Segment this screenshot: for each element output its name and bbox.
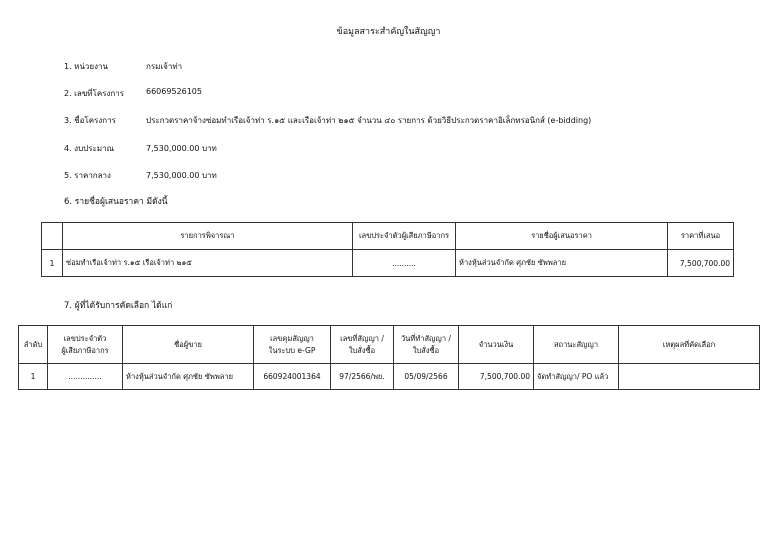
col-item-header: รายการพิจารณา <box>63 223 353 250</box>
page-title: ข้อมูลสาระสำคัญในสัญญา <box>336 27 441 37</box>
field-label: 4. งบประมาณ <box>64 144 115 153</box>
col-price-header: ราคาที่เสนอ <box>668 223 734 250</box>
col-contract-date-header <box>394 326 459 364</box>
field-value: กรมเจ้าท่า <box>146 62 183 71</box>
col-status-header: สถานะสัญญา <box>534 326 619 364</box>
col-no-header <box>42 223 63 250</box>
cell-bidder: ห้างหุ้นส่วนจำกัด ศุภชัย ซัพพลาย <box>456 250 668 277</box>
section-6-heading: 6. รายชื่อผู้เสนอราคา มีดังนี้ <box>64 197 168 207</box>
header-line: ในระบบ e-GP <box>268 345 316 355</box>
header-line: ผู้เสียภาษีอากร <box>61 345 109 355</box>
field-value: ประกวดราคาจ้างซ่อมทำเรือเจ้าท่า ร.๑๕ และเรือเจ้าท่า ๒๑๕ จำนวน ๔๐ รายการ ด้วยวิธีประกวดราคาอิเล็กทรอนิกส์ (e-bidding) <box>146 116 592 125</box>
field-value: 66069526105 <box>146 87 202 96</box>
col-tax-id-header <box>48 326 123 364</box>
col-bidder-header: รายชื่อผู้เสนอราคา <box>456 223 668 250</box>
cell-reason <box>619 364 760 390</box>
field-value: 7,530,000.00 บาท <box>146 144 217 153</box>
field-value: 7,530,000.00 บาท <box>146 171 217 180</box>
col-no-header: ลำดับ <box>19 326 48 364</box>
field-label: 5. ราคากลาง <box>64 171 111 180</box>
cell-contract-no: 97/2566/พย. <box>331 364 394 390</box>
field-label: 3. ชื่อโครงการ <box>64 116 116 125</box>
cell-control: 660924001364 <box>254 364 331 390</box>
cell-no: 1 <box>19 364 48 390</box>
cell-no: 1 <box>42 250 63 277</box>
header-line: เลขที่สัญญา / <box>340 333 384 343</box>
selected-vendor-table <box>18 325 760 390</box>
table-header-row <box>19 326 760 364</box>
header-line: วันที่ทำสัญญา / <box>401 333 451 343</box>
cell-status: จัดทำสัญญา/ PO แล้ว <box>534 364 619 390</box>
col-reason-header: เหตุผลที่คัดเลือก <box>619 326 760 364</box>
cell-tax-id: .............. <box>48 364 123 390</box>
cell-vendor: ห้างหุ้นส่วนจำกัด ศุภชัย ซัพพลาย <box>123 364 254 390</box>
header-line: ใบสั่งซื้อ <box>412 345 440 355</box>
bidders-table <box>41 222 734 277</box>
table-row <box>19 364 760 390</box>
cell-item: ซ่อมทำเรือเจ้าท่า ร.๑๕ เรือเจ้าท่า ๒๑๕ <box>63 250 353 277</box>
cell-price: 7,500,700.00 <box>668 250 734 277</box>
cell-contract-date: 05/09/2566 <box>394 364 459 390</box>
header-line: เลขประจำตัว <box>63 333 107 343</box>
header-line: เลขคุมสัญญา <box>270 333 314 343</box>
col-vendor-header: ชื่อผู้ขาย <box>123 326 254 364</box>
table-header-row <box>42 223 734 250</box>
field-label: 1. หน่วยงาน <box>64 62 108 71</box>
cell-amount: 7,500,700.00 <box>459 364 534 390</box>
col-contract-no-header <box>331 326 394 364</box>
col-control-header <box>254 326 331 364</box>
cell-tax-id: .......... <box>353 250 456 277</box>
section-7-heading: 7. ผู้ที่ได้รับการคัดเลือก ได้แก่ <box>64 301 173 311</box>
table-row <box>42 250 734 277</box>
header-line: ใบสั่งซื้อ <box>348 345 376 355</box>
col-amount-header: จำนวนเงิน <box>459 326 534 364</box>
col-tax-id-header: เลขประจำตัวผู้เสียภาษีอากร <box>353 223 456 250</box>
field-label: 2. เลขที่โครงการ <box>64 89 125 98</box>
